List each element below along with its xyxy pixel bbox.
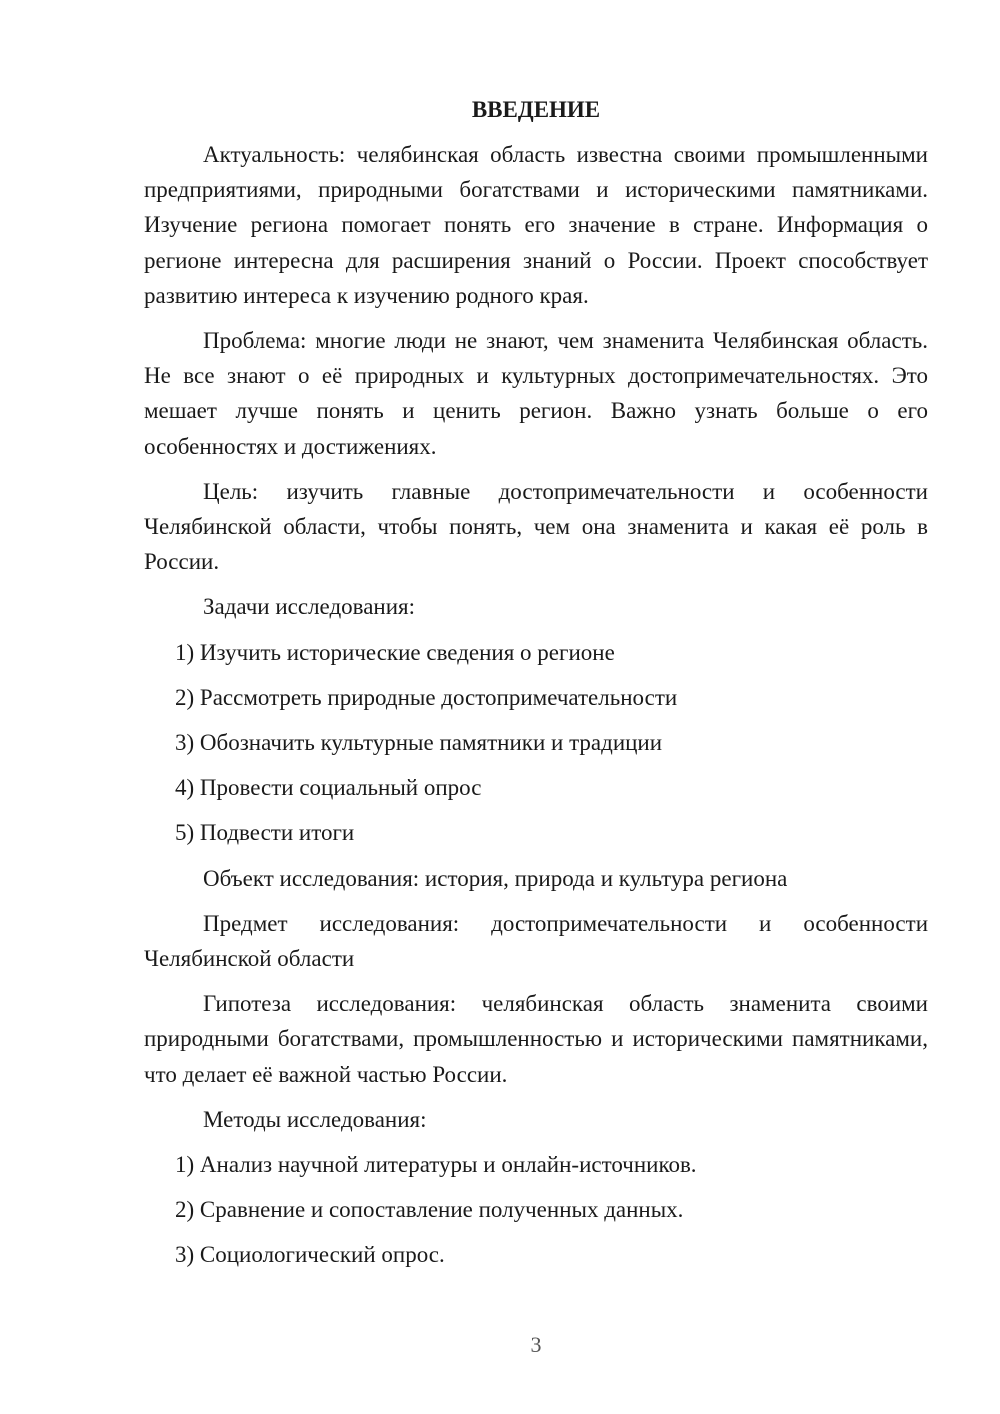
goal-paragraph: Цель: изучить главные достопримечательности и особенности Челябинской области, чтобы понять, чем она знаменита и какая её роль в России. <box>144 478 928 575</box>
methods-title: Методы исследования: <box>203 1106 427 1132</box>
object-paragraph: Объект исследования: история, природа и культура региона <box>203 865 788 891</box>
subject-paragraph: Предмет исследования: достопримечательности и особенности Челябинской области <box>144 910 928 972</box>
hypothesis-paragraph: Гипотеза исследования: челябинская область знаменита своими природными богатствами, промышленностью и историческими памятниками, что делает её важной частью России. <box>144 991 928 1087</box>
task-item: 2) Рассмотреть природные достопримечательности <box>175 684 678 710</box>
task-item: 1) Изучить исторические сведения о регионе <box>175 639 615 665</box>
section-heading: ВВЕДЕНИЕ <box>471 97 601 122</box>
text-body <box>144 92 928 1273</box>
relevance-paragraph: Актуальность: челябинская область известна своими промышленными предприятиями, природными богатствами и историческими памятниками. Изучение региона помогает понять его значение в стране. Информация о регионе интересна для расширения знаний о России. Проект способствует развитию интереса к изучению родного края. <box>144 142 928 308</box>
task-item: 5) Подвести итоги <box>175 820 355 846</box>
tasks-title: Задачи исследования: <box>203 594 416 620</box>
problem-paragraph: Проблема: многие люди не знают, чем знаменита Челябинская область. Не все знают о её природных и культурных достопримечательностях. Это мешает лучше понять и ценить регион. Важно узнать больше о его особенностях и достижениях. <box>144 328 928 459</box>
method-item: 1) Анализ научной литературы и онлайн-источников. <box>175 1152 697 1178</box>
task-item: 4) Провести социальный опрос <box>175 775 482 801</box>
method-item: 2) Сравнение и сопоставление полученных данных. <box>175 1197 684 1223</box>
task-item: 3) Обозначить культурные памятники и традиции <box>175 730 663 756</box>
page-number: 3 <box>530 1332 542 1357</box>
method-item: 3) Социологический опрос. <box>175 1242 445 1268</box>
